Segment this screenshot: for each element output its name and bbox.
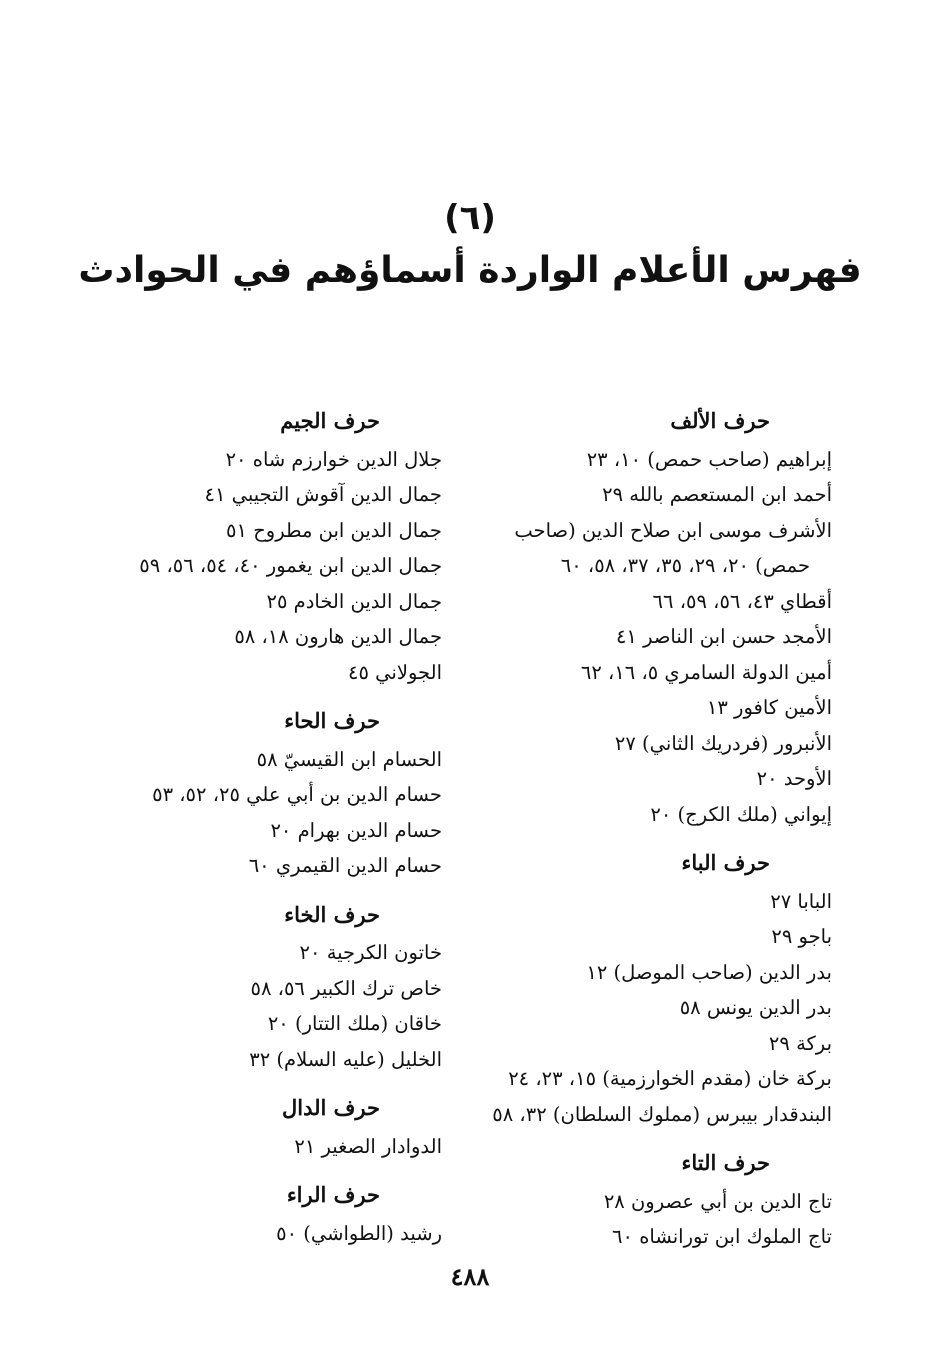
index-entry: بركة ٢٩ [768,1031,832,1055]
letter-group-alif [452,403,832,832]
letter-heading: حرف الدال [282,1095,380,1120]
letter-heading: حرف الخاء [284,901,380,927]
index-entry: الأشرف موسى ابن صلاح الدين (صاحب [514,518,832,542]
index-entry: حسام الدين بهرام ٢٠ [270,818,442,842]
index-entry: حسام الدين بن أبي علي ٢٥، ٥٢، ٥٣ [152,783,442,806]
index-entry: أقطاي ٤٣، ٥٦، ٥٩، ٦٦ [652,589,832,613]
letter-heading: حرف الباء [681,850,770,875]
index-entry: الأنبرور (فردريك الثاني) ٢٧ [614,731,832,755]
page-number: ٤٨٨ [450,1262,490,1291]
index-entry: خاص ترك الكبير ٥٦، ٥٨ [250,976,442,1000]
index-entry: بدر الدين يونس ٥٨ [679,996,832,1019]
index-entry: أحمد ابن المستعصم بالله ٢٩ [602,483,832,506]
index-entry: جلال الدين خوارزم شاه ٢٠ [225,447,442,471]
index-entry: خاقان (ملك التتار) ٢٠ [267,1012,442,1035]
letter-heading: حرف الألف [670,408,770,433]
index-entry: الأمجد حسن ابن الناصر ٤١ [615,625,832,648]
index-entry-continuation: حمص) ٢٠، ٢٩، ٣٥، ٣٧، ٥٨، ٦٠ [560,554,810,577]
index-entry: جمال الدين ابن يغمور ٤٠، ٥٤، ٥٦، ٥٩ [139,554,442,577]
index-entry: إبراهيم (صاحب حمص) ١٠، ٢٣ [586,447,832,471]
index-entry: الأمين كافور ١٣ [706,696,832,719]
letter-group-kha [102,897,442,1078]
letter-heading: حرف التاء [681,1150,770,1175]
index-entry: جمال الدين ابن مطروح ٥١ [226,518,442,542]
index-entry: الحسام ابن القيسيّ ٥٨ [256,747,442,771]
index-entry: إيواني (ملك الكرج) ٢٠ [650,802,832,826]
index-entry: بدر الدين (صاحب الموصل) ١٢ [586,960,832,984]
letter-group-ba [452,845,832,1132]
index-entry: جمال الدين هارون ١٨، ٥٨ [234,625,442,648]
letter-heading: حرف الحاء [284,708,380,733]
index-entry: جمال الدين الخادم ٢٥ [266,589,442,613]
index-entry: الجولاني ٤٥ [348,660,442,684]
index-entry: البندقدار بيبرس (مملوك السلطان) ٣٢، ٥٨ [492,1102,832,1126]
index-entry: الأوحد ٢٠ [756,767,832,790]
letter-group-dal [102,1090,442,1164]
letter-group-ra [102,1177,442,1251]
index-entry: رشيد (الطواشي) ٥٠ [276,1221,442,1245]
index-entry: أمين الدولة السامري ٥، ١٦، ٦٢ [580,660,832,684]
letter-group-ha [102,703,442,884]
letter-heading: حرف الجيم [280,408,380,433]
index-entry: جمال الدين آقوش التجيبي ٤١ [204,483,442,506]
page-title: فهرس الأعلام الواردة أسماؤهم في الحوادث [78,250,862,291]
section-number: (٦) [444,198,496,238]
index-entry: البابا ٢٧ [770,889,832,913]
index-entry: باجو ٢٩ [771,925,832,948]
index-entry: بركة خان (مقدم الخوارزمية) ١٥، ٢٣، ٢٤ [508,1067,832,1090]
letter-group-ta [452,1145,832,1255]
index-entry: خاتون الكرجية ٢٠ [299,941,442,964]
index-column-left [102,398,442,1251]
index-entry: الدوادار الصغير ٢١ [294,1134,442,1158]
letter-group-jim [102,403,442,690]
index-entry: تاج الملوك ابن تورانشاه ٦٠ [612,1225,832,1248]
index-entry: تاج الدين بن أبي عصرون ٢٨ [603,1189,832,1213]
index-entry: الخليل (عليه السلام) ٣٢ [249,1047,442,1071]
index-column-right [452,398,832,1255]
letter-heading: حرف الراء [286,1182,380,1207]
index-entry: حسام الدين القيمري ٦٠ [248,854,442,877]
